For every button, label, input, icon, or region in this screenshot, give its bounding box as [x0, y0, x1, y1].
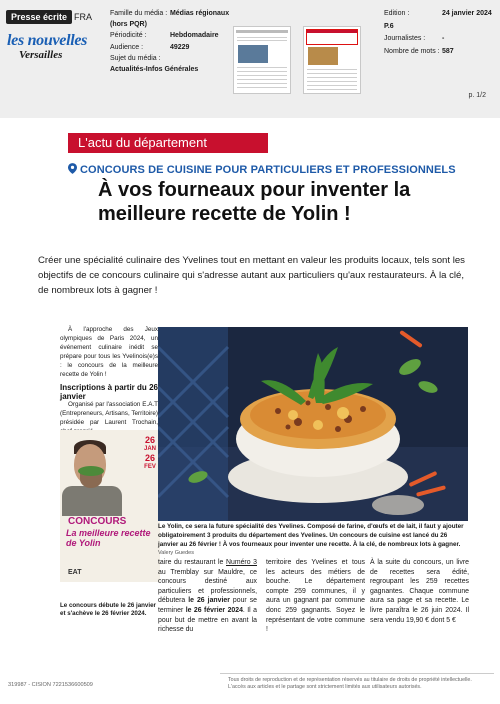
article-column-3: territoire des Yvelines et tous les acteurs des métiers de bouche. Le département compte 259 communes, il y aura un gagnant par commune donc 259 gagnants. Soyez le représentant de votre commune !: [266, 559, 365, 634]
media-type-badge: Presse écrite: [6, 10, 72, 24]
meta-row: (hors PQR): [110, 21, 147, 29]
poster-title: CONCOURS: [68, 516, 127, 527]
page-thumbnail-2[interactable]: [303, 26, 361, 94]
meta-row: Famille du média : Médias régionaux: [110, 10, 230, 17]
chef-body: [62, 486, 122, 516]
article-column-4: À la suite du concours, un livre de recettes sera édité, regroupant les 259 recettes gagnantes. Chaque commune aura sa page et sa recette. Le livre paraîtra le 26 juin 2024. Il sera vendu 19,90 € dont 5 €: [370, 559, 469, 624]
page-thumbnail-1[interactable]: [233, 26, 291, 94]
page-thumbnails: [233, 26, 363, 94]
poster-caption: Le concours débute le 26 janvier et s'achève le 26 février 2024.: [60, 602, 156, 617]
article-headline: À vos fourneaux pour inventer la meilleure recette de Yolin !: [98, 179, 411, 225]
photo-credit: Valery Guedes: [158, 550, 194, 557]
restaurant-link[interactable]: Numéro 3: [226, 559, 257, 566]
language-code: FRA: [74, 12, 92, 22]
paragraph: À l'approche des Jeux olympiques de Paris 2024, un événement culinaire inédit se prépare pour tous les Yvelinois(e)s : le concours de la meilleure recette de Yolin !: [60, 326, 158, 378]
edition-row: Nombre de mots : 587: [384, 47, 454, 55]
copyright-notice: Tous droits de reproduction et de représentation réservés au titulaire de droits de propriété intellectuelle. L'accès aux articles et le partage sont strictement limités aux utilisateurs autorisés.: [228, 677, 472, 690]
logo-line-2: Versailles: [19, 49, 63, 61]
location-pin-icon: [68, 163, 77, 174]
media-metadata: [110, 8, 229, 75]
herbs-decoration: [78, 466, 104, 476]
article-rubric: [68, 163, 456, 176]
article-column-1: [60, 326, 158, 437]
contest-poster-image: [60, 430, 160, 582]
edition-info: [384, 8, 500, 58]
rubric-text: CONCOURS DE CUISINE POUR PARTICULIERS ET PROFESSIONNELS: [80, 164, 456, 176]
eat-logo: EAT: [68, 569, 82, 576]
logo-line-1: les nouvelles: [7, 32, 88, 49]
poster-dates: 26 JAN 26 FEV: [143, 435, 156, 470]
section-kicker: L'actu du département: [68, 133, 268, 153]
meta-row: Sujet du média :: [110, 54, 161, 62]
publication-logo: [7, 33, 89, 63]
press-header: [0, 0, 500, 118]
dish-photo: [158, 327, 468, 521]
footer-divider: [220, 673, 494, 674]
edition-row: Journalistes : -: [384, 35, 445, 42]
subheading: Inscriptions à partir du 26 janvier: [60, 383, 158, 402]
meta-row: Actualités-Infos Générales: [110, 66, 199, 74]
poster-subtitle: La meilleure recette de Yolin: [66, 528, 151, 548]
photo-caption: Le Yolin, ce sera la future spécialité des Yvelines. Composé de farine, d'œufs et de lait, il faut y ajouter obligatoirement 3 produits du département des Yvelines. Un concours de cuisine est lancé du 26 janvier au 26 février ! À vos fourneaux pour inventer une recette. À la clé, de nombreux lots à gagner. Valery Guedes: [158, 523, 464, 557]
page-number: p. 1/2: [468, 92, 486, 99]
selected-article-frame: [306, 29, 358, 45]
document-id: 319987 - CISION 7221536600509: [8, 682, 93, 688]
meta-row: Périodicité : Hebdomadaire: [110, 32, 219, 40]
article-column-2: taire du restaurant le Numéro 3 au Tremblay sur Mauldre, ce concours destiné aux particuliers et professionnels, débutera le 26 janvier pour se terminer le 26 février 2024. Il a pour but de mettre en avant la richesse du: [158, 559, 258, 634]
article-lead: Créer une spécialité culinaire des Yvelines tout en mettant en valeur les produits locaux, tels sont les objectifs de ce concours culinaire qui s'adresse autant aux particuliers qu'aux restaurateurs. À la clé, de nombreux lots à gagner !: [38, 255, 465, 296]
edition-row: Edition : 24 janvier 2024 P.6: [384, 10, 492, 30]
yolin-dish-illustration: [158, 327, 468, 521]
meta-row: Audience : 49229: [110, 43, 190, 51]
paragraph: Organisé par l'association E.A.T (Entrepreneurs, Artisans, Territoire) présidée par Laurent Trochain,: [60, 401, 158, 427]
